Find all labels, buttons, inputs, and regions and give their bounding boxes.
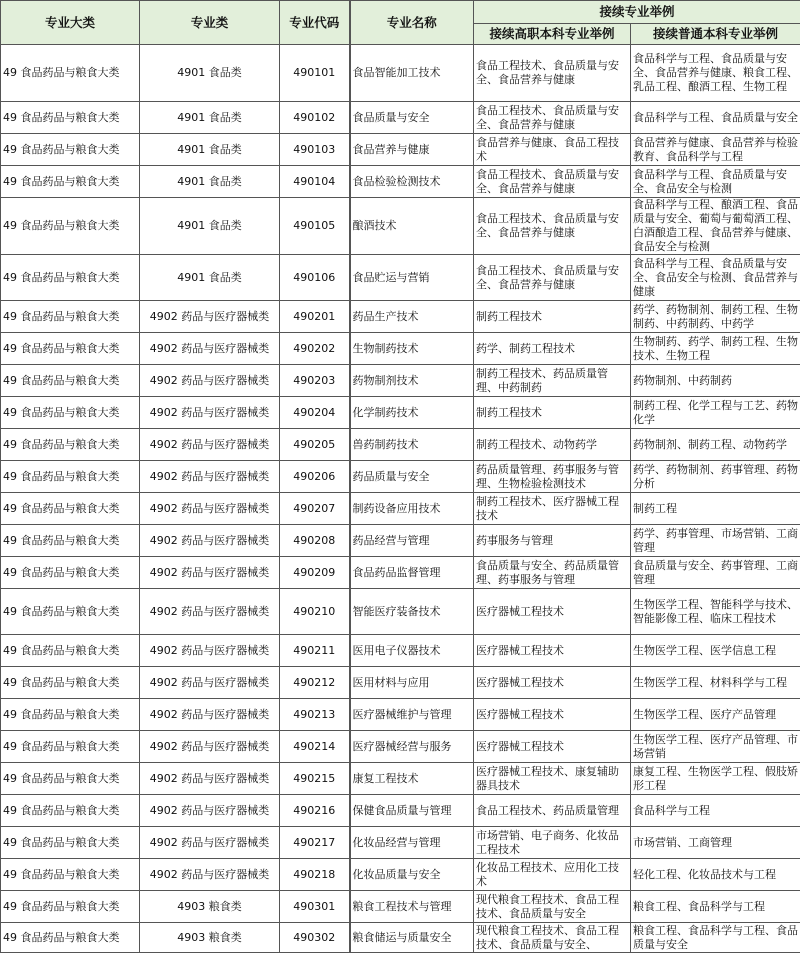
cell-higher-vocational: 市场营销、电子商务、化妆品工程技术 <box>474 827 631 859</box>
cell-higher-vocational: 食品质量与安全、药品质量管理、药事服务与管理 <box>474 557 631 589</box>
cell-code: 490218 <box>280 859 350 891</box>
cell-category: 4901 食品类 <box>140 102 280 134</box>
cell-major-category: 49 食品药品与粮食大类 <box>1 166 140 198</box>
cell-regular-undergraduate: 生物医学工程、医疗产品管理 <box>631 699 800 731</box>
cell-category: 4902 药品与医疗器械类 <box>140 493 280 525</box>
cell-category: 4901 食品类 <box>140 198 280 255</box>
cell-category: 4902 药品与医疗器械类 <box>140 301 280 333</box>
cell-category: 4902 药品与医疗器械类 <box>140 635 280 667</box>
cell-regular-undergraduate: 食品科学与工程、食品质量与安全、食品安全与检测 <box>631 166 800 198</box>
cell-code: 490202 <box>280 333 350 365</box>
cell-code: 490210 <box>280 589 350 635</box>
cell-higher-vocational: 医疗器械工程技术 <box>474 699 631 731</box>
cell-major-category: 49 食品药品与粮食大类 <box>1 795 140 827</box>
cell-higher-vocational: 化妆品工程技术、应用化工技术 <box>474 859 631 891</box>
cell-name: 酿酒技术 <box>350 198 474 255</box>
cell-higher-vocational: 医疗器械工程技术 <box>474 635 631 667</box>
cell-category: 4902 药品与医疗器械类 <box>140 589 280 635</box>
cell-major-category: 49 食品药品与粮食大类 <box>1 667 140 699</box>
cell-category: 4902 药品与医疗器械类 <box>140 859 280 891</box>
cell-major-category: 49 食品药品与粮食大类 <box>1 333 140 365</box>
cell-category: 4901 食品类 <box>140 45 280 102</box>
cell-name: 保健食品质量与管理 <box>350 795 474 827</box>
table-body <box>1 45 800 953</box>
header-continuation-group: 接续专业举例 <box>474 1 800 24</box>
cell-regular-undergraduate: 食品科学与工程 <box>631 795 800 827</box>
table-row <box>1 45 800 102</box>
cell-higher-vocational: 现代粮食工程技术、食品工程技术、食品质量与安全 <box>474 891 631 923</box>
cell-code: 490101 <box>280 45 350 102</box>
cell-name: 食品智能加工技术 <box>350 45 474 102</box>
cell-major-category: 49 食品药品与粮食大类 <box>1 525 140 557</box>
cell-higher-vocational: 药学、制药工程技术 <box>474 333 631 365</box>
table-row <box>1 731 800 763</box>
cell-code: 490204 <box>280 397 350 429</box>
header-code: 专业代码 <box>280 1 350 45</box>
cell-name: 食品贮运与营销 <box>350 255 474 301</box>
cell-major-category: 49 食品药品与粮食大类 <box>1 255 140 301</box>
cell-category: 4901 食品类 <box>140 166 280 198</box>
cell-name: 康复工程技术 <box>350 763 474 795</box>
cell-major-category: 49 食品药品与粮食大类 <box>1 198 140 255</box>
cell-major-category: 49 食品药品与粮食大类 <box>1 429 140 461</box>
table-row <box>1 461 800 493</box>
table-row <box>1 557 800 589</box>
cell-major-category: 49 食品药品与粮食大类 <box>1 45 140 102</box>
cell-major-category: 49 食品药品与粮食大类 <box>1 827 140 859</box>
cell-higher-vocational: 医疗器械工程技术、康复辅助器具技术 <box>474 763 631 795</box>
cell-code: 490212 <box>280 667 350 699</box>
cell-regular-undergraduate: 生物医学工程、智能科学与技术、智能影像工程、临床工程技术 <box>631 589 800 635</box>
cell-major-category: 49 食品药品与粮食大类 <box>1 635 140 667</box>
table-row <box>1 891 800 923</box>
cell-regular-undergraduate: 生物制药、药学、制药工程、生物技术、生物工程 <box>631 333 800 365</box>
table-row <box>1 827 800 859</box>
cell-major-category: 49 食品药品与粮食大类 <box>1 891 140 923</box>
cell-category: 4902 药品与医疗器械类 <box>140 525 280 557</box>
cell-name: 兽药制药技术 <box>350 429 474 461</box>
cell-regular-undergraduate: 药学、药事管理、市场营销、工商管理 <box>631 525 800 557</box>
cell-category: 4901 食品类 <box>140 255 280 301</box>
cell-category: 4903 粮食类 <box>140 923 280 953</box>
cell-category: 4903 粮食类 <box>140 891 280 923</box>
cell-name: 粮食储运与质量安全 <box>350 923 474 953</box>
cell-higher-vocational: 食品工程技术、食品质量与安全、食品营养与健康 <box>474 102 631 134</box>
cell-higher-vocational: 食品工程技术、食品质量与安全、食品营养与健康 <box>474 198 631 255</box>
cell-category: 4902 药品与医疗器械类 <box>140 731 280 763</box>
table-row <box>1 429 800 461</box>
cell-code: 490206 <box>280 461 350 493</box>
cell-category: 4902 药品与医疗器械类 <box>140 699 280 731</box>
cell-category: 4902 药品与医疗器械类 <box>140 461 280 493</box>
cell-major-category: 49 食品药品与粮食大类 <box>1 365 140 397</box>
cell-name: 药品生产技术 <box>350 301 474 333</box>
cell-name: 化妆品经营与管理 <box>350 827 474 859</box>
cell-code: 490215 <box>280 763 350 795</box>
cell-category: 4901 食品类 <box>140 134 280 166</box>
cell-code: 490105 <box>280 198 350 255</box>
cell-regular-undergraduate: 制药工程 <box>631 493 800 525</box>
cell-code: 490104 <box>280 166 350 198</box>
cell-major-category: 49 食品药品与粮食大类 <box>1 397 140 429</box>
cell-code: 490207 <box>280 493 350 525</box>
header-higher-vocational: 接续高职本科专业举例 <box>474 23 631 45</box>
cell-major-category: 49 食品药品与粮食大类 <box>1 763 140 795</box>
cell-name: 药品经营与管理 <box>350 525 474 557</box>
cell-category: 4902 药品与医疗器械类 <box>140 397 280 429</box>
cell-name: 制药设备应用技术 <box>350 493 474 525</box>
cell-regular-undergraduate: 药学、药物制剂、药事管理、药物分析 <box>631 461 800 493</box>
cell-code: 490216 <box>280 795 350 827</box>
cell-code: 490209 <box>280 557 350 589</box>
cell-higher-vocational: 食品工程技术、药品质量管理 <box>474 795 631 827</box>
cell-regular-undergraduate: 食品科学与工程、食品质量与安全 <box>631 102 800 134</box>
cell-code: 490208 <box>280 525 350 557</box>
cell-code: 490217 <box>280 827 350 859</box>
cell-category: 4902 药品与医疗器械类 <box>140 557 280 589</box>
cell-regular-undergraduate: 药物制剂、制药工程、动物药学 <box>631 429 800 461</box>
table-row <box>1 667 800 699</box>
cell-higher-vocational: 制药工程技术、动物药学 <box>474 429 631 461</box>
cell-regular-undergraduate: 制药工程、化学工程与工艺、药物化学 <box>631 397 800 429</box>
cell-major-category: 49 食品药品与粮食大类 <box>1 557 140 589</box>
cell-category: 4902 药品与医疗器械类 <box>140 333 280 365</box>
cell-major-category: 49 食品药品与粮食大类 <box>1 301 140 333</box>
cell-name: 化妆品质量与安全 <box>350 859 474 891</box>
cell-code: 490214 <box>280 731 350 763</box>
cell-code: 490102 <box>280 102 350 134</box>
cell-regular-undergraduate: 生物医学工程、医学信息工程 <box>631 635 800 667</box>
table-row <box>1 134 800 166</box>
cell-code: 490211 <box>280 635 350 667</box>
cell-name: 药物制剂技术 <box>350 365 474 397</box>
cell-name: 医用电子仪器技术 <box>350 635 474 667</box>
cell-higher-vocational: 食品工程技术、食品质量与安全、食品营养与健康 <box>474 45 631 102</box>
table-row <box>1 166 800 198</box>
table-row <box>1 763 800 795</box>
cell-name: 化学制药技术 <box>350 397 474 429</box>
table-row <box>1 255 800 301</box>
cell-major-category: 49 食品药品与粮食大类 <box>1 859 140 891</box>
cell-regular-undergraduate: 生物医学工程、医疗产品管理、市场营销 <box>631 731 800 763</box>
cell-higher-vocational: 食品工程技术、食品质量与安全、食品营养与健康 <box>474 255 631 301</box>
cell-higher-vocational: 医疗器械工程技术 <box>474 667 631 699</box>
cell-higher-vocational: 食品工程技术、食品质量与安全、食品营养与健康 <box>474 166 631 198</box>
cell-name: 粮食工程技术与管理 <box>350 891 474 923</box>
cell-name: 食品营养与健康 <box>350 134 474 166</box>
table-row <box>1 525 800 557</box>
cell-name: 食品检验检测技术 <box>350 166 474 198</box>
cell-category: 4902 药品与医疗器械类 <box>140 795 280 827</box>
table-row <box>1 397 800 429</box>
cell-regular-undergraduate: 食品营养与健康、食品营养与检验教育、食品科学与工程 <box>631 134 800 166</box>
cell-name: 智能医疗装备技术 <box>350 589 474 635</box>
table-row <box>1 795 800 827</box>
cell-major-category: 49 食品药品与粮食大类 <box>1 731 140 763</box>
cell-regular-undergraduate: 药物制剂、中药制药 <box>631 365 800 397</box>
table-row <box>1 365 800 397</box>
cell-code: 490106 <box>280 255 350 301</box>
cell-code: 490201 <box>280 301 350 333</box>
cell-major-category: 49 食品药品与粮食大类 <box>1 923 140 953</box>
header-name: 专业名称 <box>350 1 474 45</box>
cell-regular-undergraduate: 轻化工程、化妆品技术与工程 <box>631 859 800 891</box>
header-major-category: 专业大类 <box>1 1 140 45</box>
cell-regular-undergraduate: 食品科学与工程、酿酒工程、食品质量与安全、葡萄与葡萄酒工程、白酒酿造工程、食品营养与健康、食品安全与检测 <box>631 198 800 255</box>
cell-code: 490213 <box>280 699 350 731</box>
cell-higher-vocational: 药事服务与管理 <box>474 525 631 557</box>
cell-regular-undergraduate: 食品科学与工程、食品质量与安全、食品营养与健康、粮食工程、乳品工程、酿酒工程、生物工程 <box>631 45 800 102</box>
cell-regular-undergraduate: 生物医学工程、材料科学与工程 <box>631 667 800 699</box>
cell-major-category: 49 食品药品与粮食大类 <box>1 589 140 635</box>
cell-name: 生物制药技术 <box>350 333 474 365</box>
table-row <box>1 923 800 953</box>
cell-name: 医用材料与应用 <box>350 667 474 699</box>
table-row <box>1 859 800 891</box>
cell-regular-undergraduate: 食品科学与工程、食品质量与安全、食品安全与检测、食品营养与健康 <box>631 255 800 301</box>
cell-name: 食品质量与安全 <box>350 102 474 134</box>
table-row <box>1 635 800 667</box>
cell-category: 4902 药品与医疗器械类 <box>140 365 280 397</box>
cell-name: 药品质量与安全 <box>350 461 474 493</box>
cell-major-category: 49 食品药品与粮食大类 <box>1 699 140 731</box>
cell-regular-undergraduate: 康复工程、生物医学工程、假肢矫形工程 <box>631 763 800 795</box>
cell-regular-undergraduate: 粮食工程、食品科学与工程 <box>631 891 800 923</box>
cell-major-category: 49 食品药品与粮食大类 <box>1 102 140 134</box>
cell-code: 490103 <box>280 134 350 166</box>
cell-higher-vocational: 医疗器械工程技术 <box>474 589 631 635</box>
cell-major-category: 49 食品药品与粮食大类 <box>1 493 140 525</box>
cell-regular-undergraduate: 药学、药物制剂、制药工程、生物制药、中药制药、中药学 <box>631 301 800 333</box>
cell-higher-vocational: 食品营养与健康、食品工程技术 <box>474 134 631 166</box>
cell-name: 医疗器械维护与管理 <box>350 699 474 731</box>
cell-higher-vocational: 制药工程技术 <box>474 397 631 429</box>
cell-category: 4902 药品与医疗器械类 <box>140 827 280 859</box>
cell-name: 医疗器械经营与服务 <box>350 731 474 763</box>
cell-regular-undergraduate: 市场营销、工商管理 <box>631 827 800 859</box>
table-row <box>1 699 800 731</box>
cell-major-category: 49 食品药品与粮食大类 <box>1 461 140 493</box>
cell-category: 4902 药品与医疗器械类 <box>140 763 280 795</box>
table-row <box>1 301 800 333</box>
cell-higher-vocational: 药品质量管理、药事服务与管理、生物检验检测技术 <box>474 461 631 493</box>
cell-category: 4902 药品与医疗器械类 <box>140 667 280 699</box>
cell-name: 食品药品监督管理 <box>350 557 474 589</box>
cell-higher-vocational: 制药工程技术、医疗器械工程技术 <box>474 493 631 525</box>
cell-higher-vocational: 现代粮食工程技术、食品工程技术、食品质量与安全、 <box>474 923 631 953</box>
cell-code: 490205 <box>280 429 350 461</box>
header-category: 专业类 <box>140 1 280 45</box>
header-regular-undergraduate: 接续普通本科专业举例 <box>631 23 800 45</box>
table-row <box>1 102 800 134</box>
cell-major-category: 49 食品药品与粮食大类 <box>1 134 140 166</box>
cell-regular-undergraduate: 食品质量与安全、药事管理、工商管理 <box>631 557 800 589</box>
cell-code: 490301 <box>280 891 350 923</box>
cell-higher-vocational: 制药工程技术、药品质量管理、中药制药 <box>474 365 631 397</box>
cell-higher-vocational: 医疗器械工程技术 <box>474 731 631 763</box>
cell-code: 490302 <box>280 923 350 953</box>
cell-category: 4902 药品与医疗器械类 <box>140 429 280 461</box>
table-row <box>1 493 800 525</box>
table-row <box>1 198 800 255</box>
table-row <box>1 333 800 365</box>
cell-higher-vocational: 制药工程技术 <box>474 301 631 333</box>
cell-code: 490203 <box>280 365 350 397</box>
cell-regular-undergraduate: 粮食工程、食品科学与工程、食品质量与安全 <box>631 923 800 953</box>
table-row <box>1 589 800 635</box>
